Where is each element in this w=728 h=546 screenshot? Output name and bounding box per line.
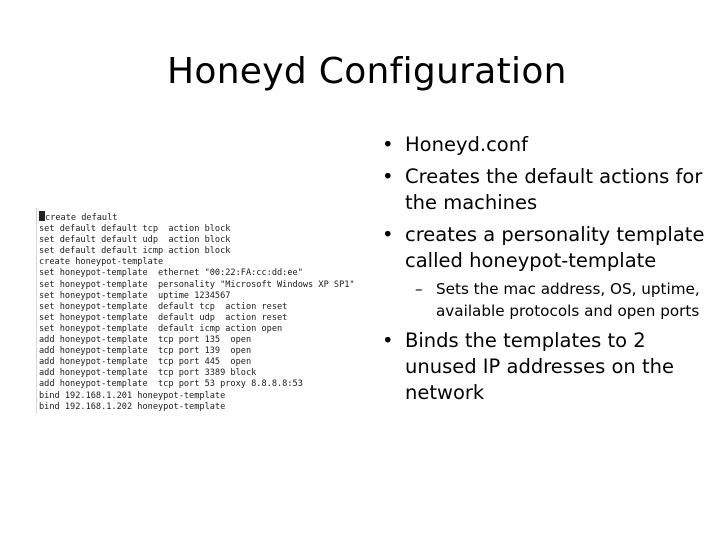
bullet-marker: • — [382, 329, 394, 352]
config-line — [39, 211, 343, 224]
bullet-item — [382, 222, 722, 322]
config-screenshot — [36, 208, 355, 414]
bullet-text: Creates the default actions for the machines — [405, 165, 703, 214]
bullet-item — [382, 328, 722, 406]
config-line: add honeypot-template tcp port 139 open — [39, 346, 252, 357]
config-code-block — [37, 208, 355, 413]
bullet-text: Honeyd.conf — [405, 133, 528, 156]
config-line-text: create default — [45, 213, 118, 223]
config-line: bind 192.168.1.202 honeypot-template — [39, 401, 226, 412]
bullet-item — [382, 132, 722, 158]
config-line: add honeypot-template tcp port 135 open — [39, 335, 252, 346]
config-line: add honeypot-template tcp port 53 proxy 8.8.8.8:53 — [39, 379, 303, 390]
config-line: bind 192.168.1.201 honeypot-template — [39, 390, 226, 401]
bullet-item — [382, 164, 722, 216]
sub-bullet-text: Sets the mac address, OS, uptime, available protocols and open ports — [436, 280, 700, 320]
config-line: create honeypot-template — [39, 257, 164, 268]
config-line: set honeypot-template default icmp action open — [39, 323, 283, 334]
config-line: set honeypot-template ethernet "00:22:FA:cc:dd:ee" — [39, 268, 303, 279]
bullet-marker: • — [382, 165, 394, 188]
config-line: set default default icmp action block — [39, 246, 231, 257]
bullet-marker: • — [382, 133, 394, 156]
sub-bullet-list — [405, 278, 722, 322]
config-line: set honeypot-template uptime 1234567 — [39, 290, 231, 301]
config-line: set honeypot-template personality "Microsoft Windows XP SP1" — [39, 279, 355, 290]
bullet-list — [382, 132, 722, 412]
bullet-marker: • — [382, 223, 394, 246]
config-line: set honeypot-template default udp action reset — [39, 312, 288, 323]
config-line: set default default tcp action block — [39, 224, 231, 235]
sub-bullet-marker: – — [415, 280, 423, 298]
slide-title: Honeyd Configuration — [167, 51, 567, 92]
bullet-text: creates a personality template called honeypot-template — [405, 223, 705, 272]
config-line: add honeypot-template tcp port 445 open — [39, 357, 252, 368]
config-line: set default default udp action block — [39, 235, 231, 246]
config-line: set honeypot-template default tcp action reset — [39, 301, 288, 312]
config-line: add honeypot-template tcp port 3389 block — [39, 368, 257, 379]
sub-bullet-item — [405, 278, 722, 322]
bullet-text: Binds the templates to 2 unused IP addresses on the network — [405, 329, 674, 404]
